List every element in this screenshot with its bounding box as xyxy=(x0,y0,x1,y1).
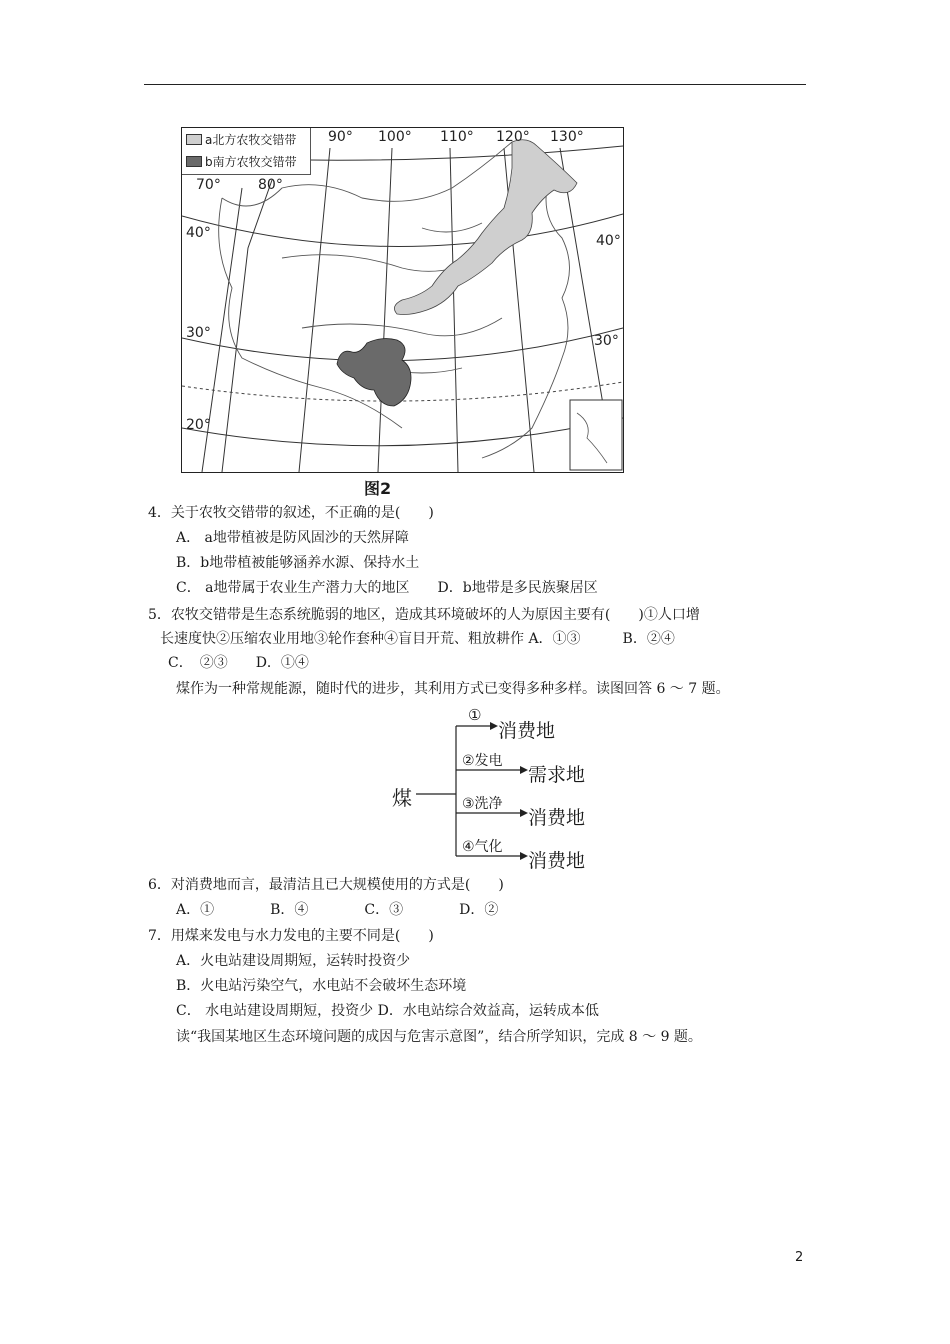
agro-pastoral-map xyxy=(181,127,624,473)
legend-swatch-north xyxy=(186,134,202,145)
flow-branch-target: 消费地 xyxy=(528,850,586,872)
legend-item-north xyxy=(186,132,296,146)
question-4-option-a: A． a地带植被是防风固沙的天然屏障 xyxy=(176,530,409,546)
longitude-label: 130° xyxy=(550,129,584,145)
legend-swatch-south xyxy=(186,156,202,167)
question-7-option-cd: C． 水电站建设周期短，投资少 D．水电站综合效益高，运转成本低 xyxy=(176,1003,599,1019)
header-rule xyxy=(144,84,806,85)
coal-flow-diagram xyxy=(390,706,630,870)
flow-branch-label: ②发电 xyxy=(462,753,503,769)
question-7-stem: 7．用煤来发电与水力发电的主要不同是( ) xyxy=(148,928,434,944)
map-legend xyxy=(182,128,311,175)
flow-branch-target: 消费地 xyxy=(498,720,556,742)
question-6-options: A．① B．④ C．③ D．② xyxy=(176,902,499,918)
legend-label-north: a北方农牧交错带 xyxy=(205,132,297,147)
latitude-label-right: 30° xyxy=(594,333,619,349)
question-4-option-b: B．b地带植被能够涵养水源、保持水土 xyxy=(176,555,420,571)
longitude-label: 90° xyxy=(328,129,353,145)
question-7-option-b: B．火电站污染空气，水电站不会破坏生态环境 xyxy=(176,978,467,994)
longitude-label: 110° xyxy=(440,129,474,145)
flow-source-coal: 煤 xyxy=(392,786,412,810)
map-graphic xyxy=(182,128,623,472)
figure-caption: 图2 xyxy=(364,479,392,498)
question-6-stem: 6．对消费地而言，最清洁且已大规模使用的方式是( ) xyxy=(148,877,504,893)
inset-longitude-label: 70° xyxy=(196,177,221,193)
intro-6-7: 煤作为一种常规能源，随时代的进步，其利用方式已变得多种多样。读图回答 6 ～ 7 题。 xyxy=(176,681,730,697)
question-4-option-cd: C． a地带属于农业生产潜力大的地区 D．b地带是多民族聚居区 xyxy=(176,580,598,596)
flow-branch-label: ④气化 xyxy=(462,839,503,855)
flow-branch-target: 需求地 xyxy=(528,764,586,786)
inset-longitude-label: 80° xyxy=(258,177,283,193)
latitude-label-left: 30° xyxy=(186,325,211,341)
latitude-label-left: 20° xyxy=(186,417,211,433)
latitude-label-left: 40° xyxy=(186,225,211,241)
flow-branch-label: ③洗净 xyxy=(462,796,503,812)
longitude-label: 120° xyxy=(496,129,530,145)
page-number: 2 xyxy=(795,1250,804,1265)
question-4-stem: 4．关于农牧交错带的叙述，不正确的是( ) xyxy=(148,505,434,521)
latitude-label-right: 40° xyxy=(596,233,621,249)
question-7-option-a: A．火电站建设周期短，运转时投资少 xyxy=(176,953,411,969)
longitude-label: 100° xyxy=(378,129,412,145)
legend-label-south: b南方农牧交错带 xyxy=(205,154,297,169)
flow-branch-label: ① xyxy=(468,706,482,724)
intro-8-9: 读“我国某地区生态环境问题的成因与危害示意图”，结合所学知识，完成 8 ～ 9 题。 xyxy=(176,1029,702,1045)
question-5-line-1: 5．农牧交错带是生态系统脆弱的地区，造成其环境破坏的人为原因主要有( )①人口增 xyxy=(148,607,700,623)
flow-branch-target: 消费地 xyxy=(528,807,586,829)
legend-item-south xyxy=(186,154,297,168)
question-5-line-3: C． ②③ D．①④ xyxy=(168,655,309,671)
question-5-line-2: 长速度快②压缩农业用地③轮作套种④盲目开荒、粗放耕作 A．①③ B．②④ xyxy=(160,631,675,647)
